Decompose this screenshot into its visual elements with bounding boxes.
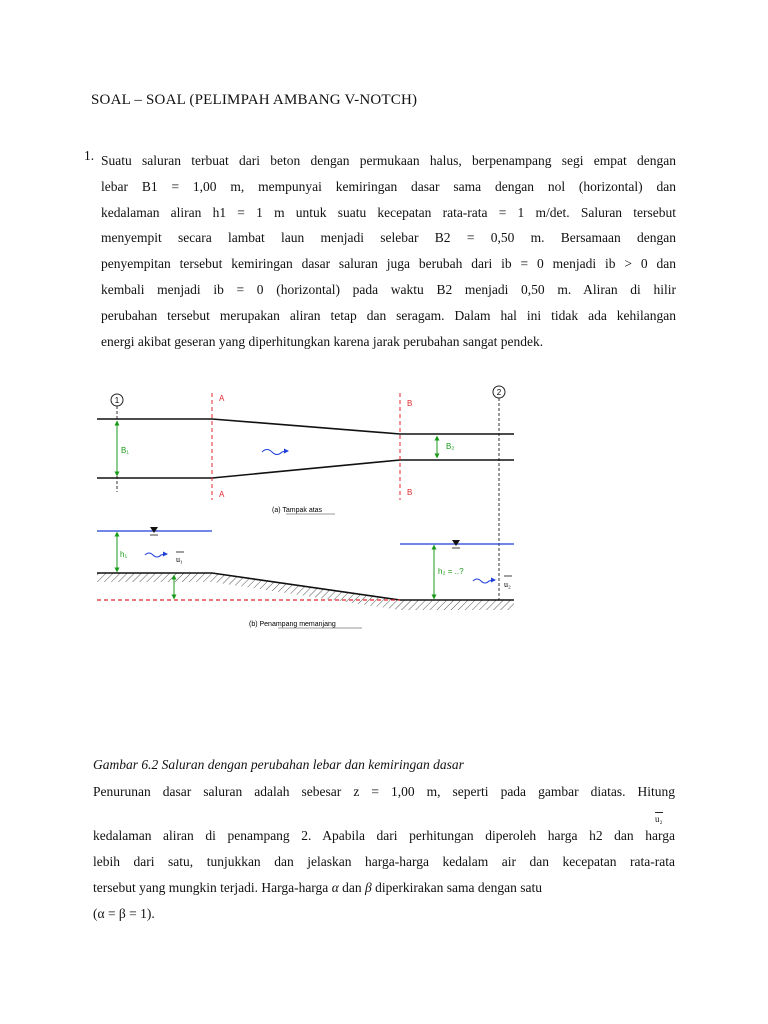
problem-line: lebar B1 = 1,00 m, mempunyai kemiringan dasar sama dengan nol (horizontal) dan (101, 178, 676, 194)
u2-label: u₂ (504, 580, 511, 589)
body-line: Penurunan dasar saluran adalah sebesar z = 1,00 m, seperti pada gambar diatas. Hitung (93, 784, 675, 799)
alpha-symbol: α (331, 880, 339, 895)
h2-label: h₂ = ..? (438, 567, 464, 576)
problem-line: kembali menjadi ib = 0 (horizontal) pada waktu B2 menjadi 0,50 m. Aliran di hilir (101, 281, 676, 297)
problem-number: 1. (84, 148, 95, 163)
section-2-label: 2 (496, 388, 502, 397)
flow-arrow-1 (145, 553, 167, 557)
longitudinal-view (97, 527, 514, 628)
flow-arrow-plan (262, 450, 288, 455)
beta-symbol: β (365, 880, 372, 895)
water-level-marker-2 (452, 540, 460, 546)
problem-line: kedalaman aliran h1 = 1 m untuk suatu kecepatan rata-rata = 1 m/det. Saluran tersebut (101, 204, 676, 220)
section-1-label: 1 (114, 396, 120, 405)
h1-label: h₁ (120, 550, 128, 559)
body-line: kedalaman aliran di penampang 2. Apabila dari perhitungan diperoleh harga h2 dan harga (93, 828, 675, 843)
channel-wall-lower (97, 460, 514, 478)
problem-line: energi akibat geseran yang diperhitungkan karena jarak perubahan sangat pendek. (101, 333, 544, 349)
body-line: lebih dari satu, tunjukkan dan jelaskan harga-harga kedalam air dan kecepatan rata-rata (93, 854, 675, 869)
page-title: SOAL – SOAL (PELIMPAH AMBANG V-NOTCH) (91, 92, 418, 108)
flow-arrow-2 (473, 579, 495, 583)
problem-text (101, 148, 676, 354)
problem-line: Suatu saluran terbuat dari beton dengan permukaan halus, berpenampang segi empat dengan (101, 153, 676, 168)
channel-figure (0, 375, 768, 645)
channel-bed-hatch (97, 573, 514, 610)
problem-line: perubahan tersebut merupakan aliran tetap dan seragam. Dalam hal ini tidak ada kehilangan (101, 307, 676, 323)
b2-label: B₂ (446, 442, 455, 451)
figure-caption: Gambar 6.2 Saluran dengan perubahan lebar dan kemiringan dasar (93, 757, 464, 772)
section-b-label-top: B (407, 399, 413, 408)
b1-label: B₁ (121, 446, 130, 455)
u1-label: u₁ (176, 555, 183, 564)
water-level-marker-1 (150, 527, 158, 533)
section-a-label-top: A (219, 394, 225, 403)
channel-wall-upper (97, 419, 514, 434)
body-line-equation: (α = β = 1). (93, 906, 155, 921)
section-b-label-bottom: B (407, 488, 413, 497)
problem-line: menyempit secara lambat laun menjadi selebar B2 = 0,50 m. Bersamaan dengan (101, 230, 676, 246)
body-line: tersebut yang mungkin terjadi. Harga-harga α dan β diperkirakan sama dengan satu (93, 880, 542, 895)
caption-longitudinal: (b) Penampang memanjang (249, 621, 336, 628)
small-u2-symbol: u₂ (655, 814, 663, 824)
caption-top-view: (a) Tampak atas (272, 507, 323, 514)
problem-line: penyempitan tersebut kemiringan dasar saluran juga berubah dari ib = 0 menjadi ib > 0 dan (101, 256, 676, 272)
section-a-label-bottom: A (219, 490, 225, 499)
